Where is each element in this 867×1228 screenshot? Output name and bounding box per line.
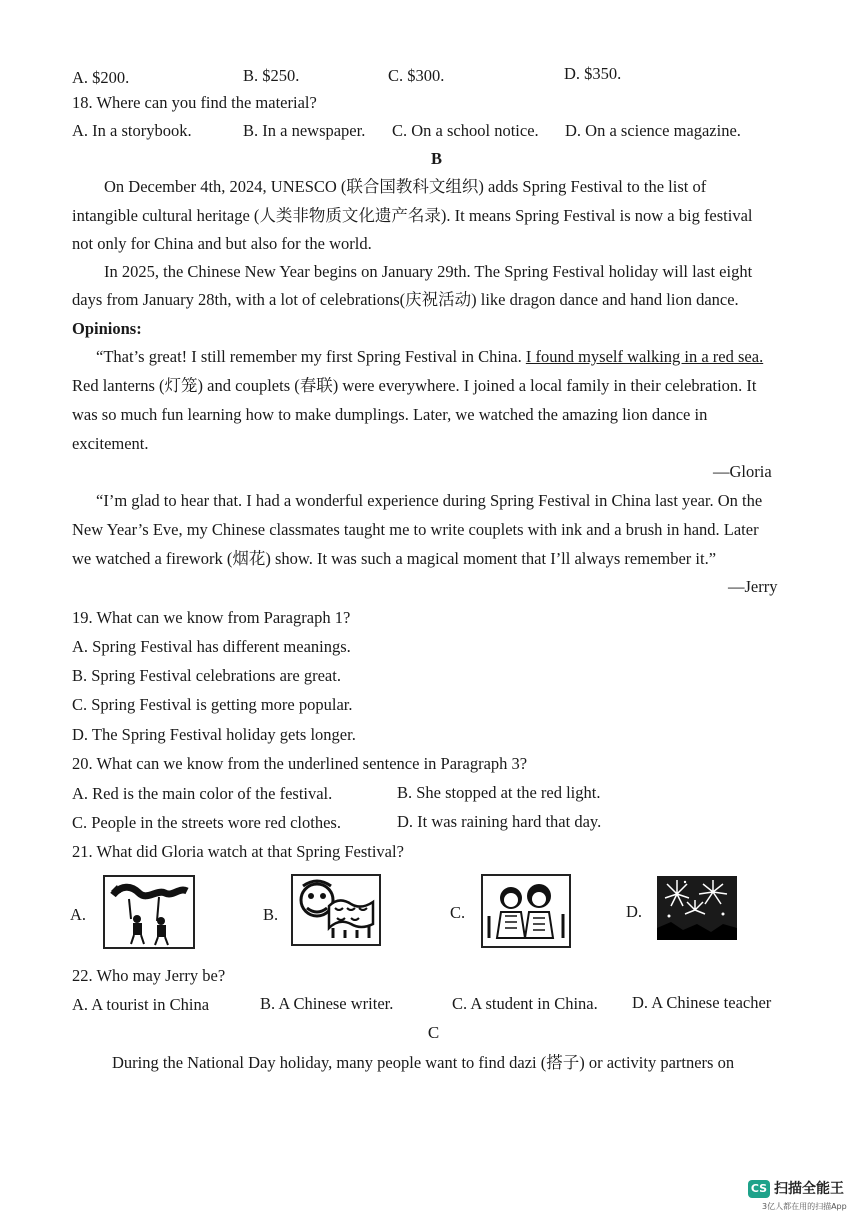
q17-option-b: B. $250.: [243, 66, 300, 85]
b-p1-line3: not only for China and but also for the world.: [72, 234, 372, 253]
q21-option-a-label: A.: [70, 905, 87, 924]
jerry-line2: New Year’s Eve, my Chinese classmates taught me to write couplets with ink and a brush in hand. Later: [72, 520, 759, 539]
b-p1-line2: intangible cultural heritage (人类非物质文化遗产名录). It means Spring Festival is now a big festival: [72, 206, 753, 225]
jerry-signature: —Jerry: [728, 577, 778, 596]
gloria-signature: —Gloria: [713, 462, 772, 481]
jerry-line3: we watched a firework (烟花) show. It was such a magical moment that I’ll always remember it.”: [72, 549, 717, 568]
q19-option-c: C. Spring Festival is getting more popular.: [72, 695, 353, 714]
q18-stem: 18. Where can you find the material?: [72, 93, 317, 112]
q20-option-b: B. She stopped at the red light.: [397, 783, 601, 802]
q22-option-b: B. A Chinese writer.: [260, 994, 394, 1013]
b-p2-line1: In 2025, the Chinese New Year begins on January 29th. The Spring Festival holiday will last eight: [104, 262, 753, 281]
q20-option-c: C. People in the streets wore red clothes.: [72, 813, 341, 832]
q17-option-d: D. $350.: [564, 64, 622, 83]
watermark-subtitle: 3亿人都在用的扫描App: [762, 1202, 847, 1211]
section-c-heading: C: [427, 1023, 440, 1042]
q17-option-c: C. $300.: [388, 66, 445, 85]
couple-picture: [481, 874, 571, 948]
watermark-name: 扫描全能王: [774, 1181, 844, 1197]
q22-option-c: C. A student in China.: [452, 994, 598, 1013]
q17-option-a: A. $200.: [72, 68, 130, 87]
gloria-line4: excitement.: [72, 434, 149, 453]
q22-stem: 22. Who may Jerry be?: [72, 966, 226, 985]
q18-option-c: C. On a school notice.: [392, 121, 539, 140]
q20-option-a: A. Red is the main color of the festival.: [72, 784, 333, 803]
q19-option-b: B. Spring Festival celebrations are great.: [72, 666, 341, 685]
dragon-dance-picture: [103, 875, 195, 949]
q22-option-a: A. A tourist in China: [72, 995, 210, 1014]
c-p1-line1: During the National Day holiday, many people want to find dazi (搭子) or activity partners on: [112, 1053, 735, 1072]
opinions-label: Opinions:: [72, 319, 142, 338]
cs-logo-icon: CS: [748, 1180, 770, 1198]
fireworks-picture: [657, 876, 737, 940]
underlined-sentence: I found myself walking in a red sea.: [525, 347, 764, 366]
q19-option-d: D. The Spring Festival holiday gets longer.: [72, 725, 356, 744]
q18-option-d: D. On a science magazine.: [565, 121, 741, 140]
scanner-watermark: [748, 1180, 860, 1224]
q20-stem: 20. What can we know from the underlined sentence in Paragraph 3?: [72, 754, 528, 773]
q21-stem: 21. What did Gloria watch at that Spring Festival?: [72, 842, 404, 861]
q19-option-a: A. Spring Festival has different meanings.: [72, 637, 351, 656]
q21-option-b-label: B.: [263, 905, 279, 924]
q18-option-a: A. In a storybook.: [72, 121, 192, 140]
gloria-line3: was so much fun learning how to make dumplings. Later, we watched the amazing lion dance in: [72, 405, 708, 424]
gloria-line1: [96, 347, 763, 367]
q20-option-d: D. It was raining hard that day.: [397, 812, 602, 831]
jerry-line1: “I’m glad to hear that. I had a wonderful experience during Spring Festival in China last year. On the: [96, 491, 763, 510]
section-b-heading: B: [430, 149, 442, 168]
lion-dance-picture: [291, 874, 381, 946]
q19-stem: 19. What can we know from Paragraph 1?: [72, 608, 351, 627]
q21-option-c-label: C.: [450, 903, 466, 922]
gloria-line1-text: “That’s great! I still remember my first Spring Festival in China.: [96, 347, 522, 366]
b-p2-line2: days from January 28th, with a lot of celebrations(庆祝活动) like dragon dance and hand lion dance.: [72, 290, 739, 309]
q22-option-d: D. A Chinese teacher: [632, 993, 772, 1012]
q21-option-d-label: D.: [626, 902, 643, 921]
q18-option-b: B. In a newspaper.: [243, 121, 366, 140]
gloria-line2: Red lanterns (灯笼) and couplets (春联) were everywhere. I joined a local family in their celebration. It: [72, 376, 757, 395]
b-p1-line1: On December 4th, 2024, UNESCO (联合国教科文组织) adds Spring Festival to the list of: [104, 177, 707, 196]
